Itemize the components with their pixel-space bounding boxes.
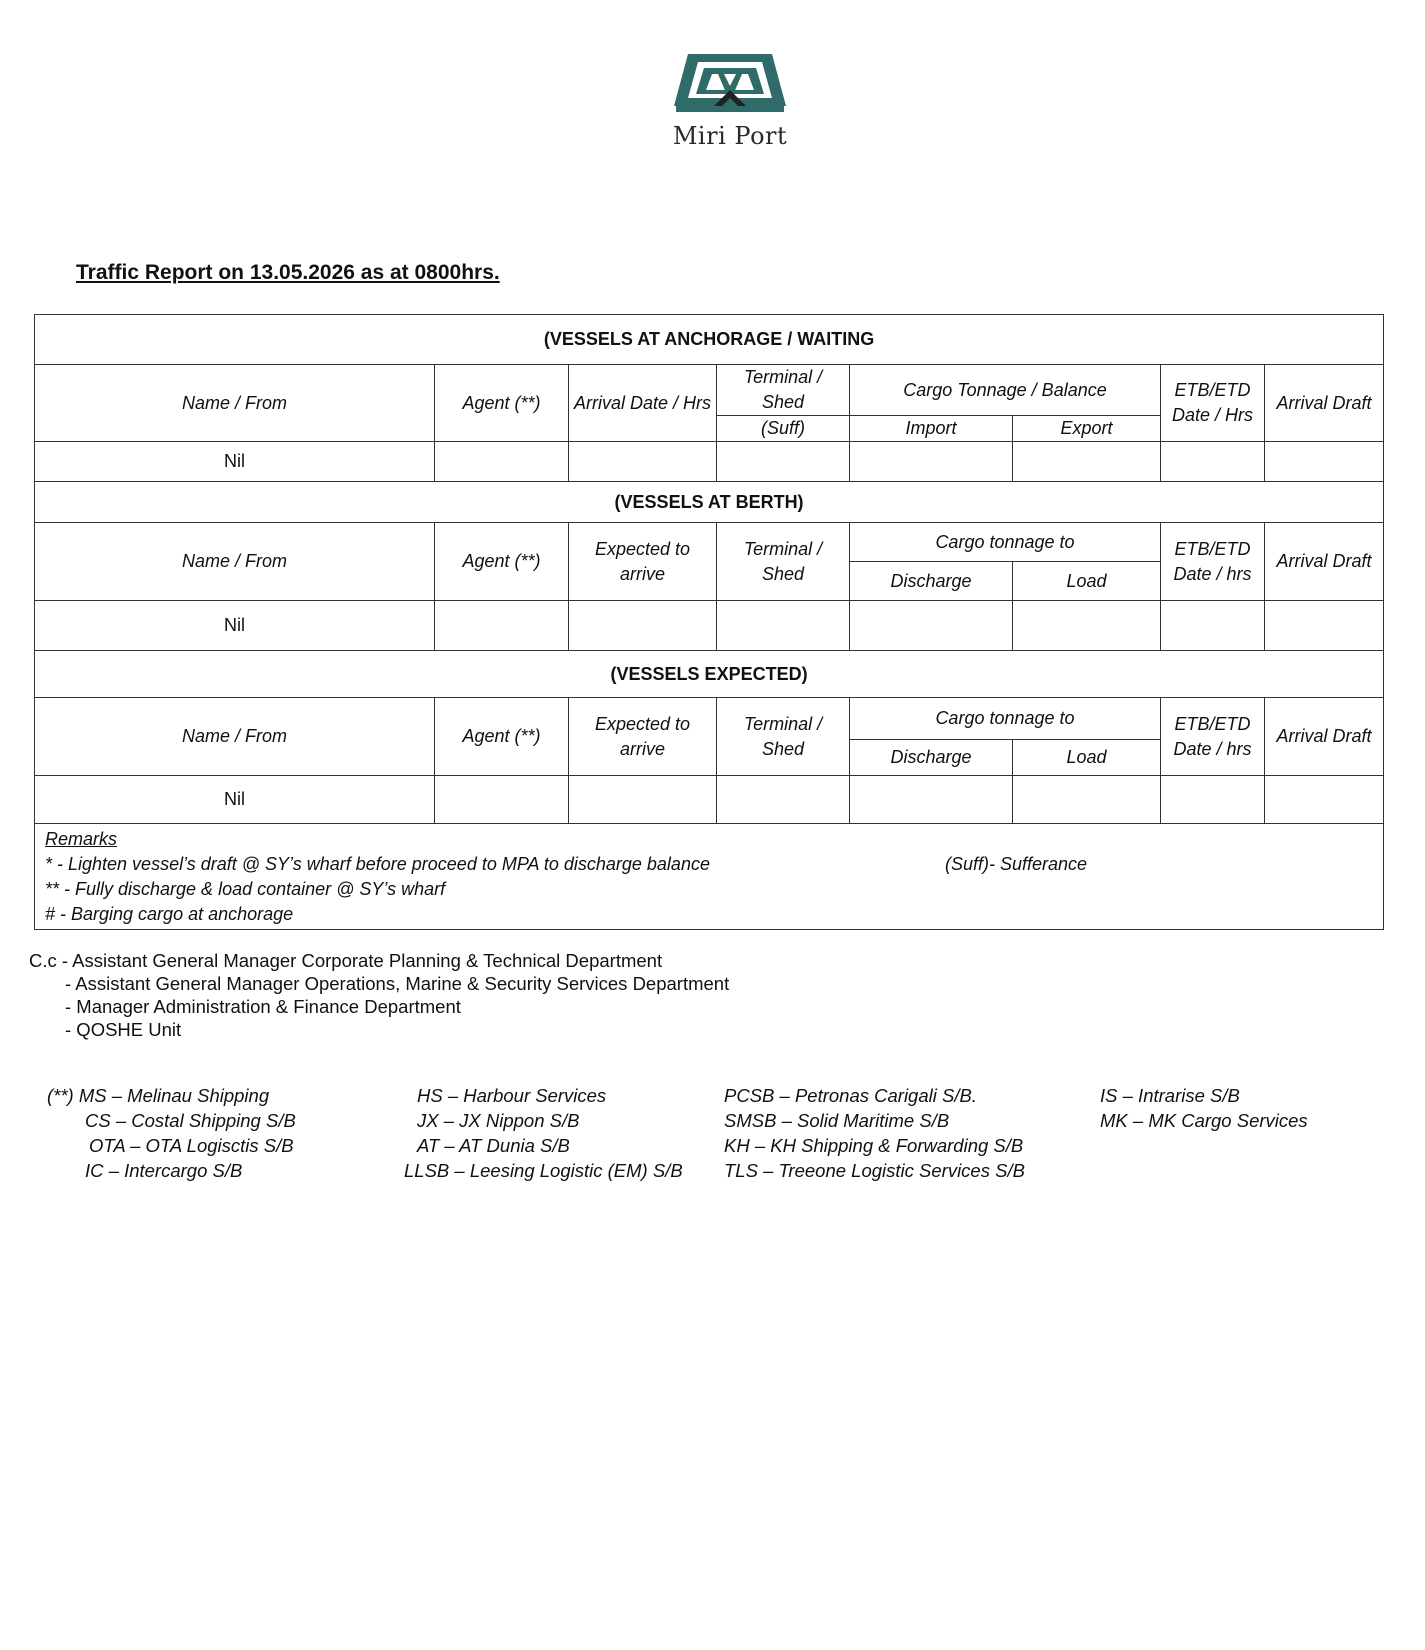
header-cargo-tonnage-to: Cargo tonnage to — [850, 523, 1161, 562]
suff-note: (Suff)- Sufferance — [945, 854, 1088, 874]
agent-entry: CS – Costal Shipping S/B — [85, 1110, 296, 1131]
header-discharge: Discharge — [850, 562, 1013, 601]
header-load: Load — [1013, 740, 1161, 776]
header-discharge: Discharge — [850, 740, 1013, 776]
cc-line: - QOSHE Unit — [65, 1019, 182, 1040]
agent-entry: MK – MK Cargo Services — [1100, 1110, 1308, 1131]
remark-line-1: * - Lighten vessel’s draft @ SY’s wharf before proceed to MPA to discharge balance — [45, 854, 710, 874]
remark-line-2: ** - Fully discharge & load container @ SY’s wharf — [45, 879, 446, 899]
agent-entry: OTA – OTA Logisctis S/B — [89, 1135, 294, 1156]
expected-nil: Nil — [35, 776, 435, 824]
miri-port-logo — [660, 50, 800, 150]
berth-nil: Nil — [35, 601, 435, 651]
header-arrival-draft: Arrival Draft — [1265, 365, 1384, 442]
expected-section-heading: (VESSELS EXPECTED) — [35, 651, 1384, 698]
agent-entry: IC – Intercargo S/B — [85, 1160, 243, 1181]
berth-section-heading: (VESSELS AT BERTH) — [35, 482, 1384, 523]
cc-line: - Manager Administration & Finance Department — [65, 996, 461, 1017]
header-etb-etd: ETB/ETD Date / hrs — [1161, 698, 1265, 776]
agent-legend-col-2 — [404, 1083, 683, 1183]
agent-entry: LLSB – Leesing Logistic (EM) S/B — [404, 1160, 683, 1181]
header-cargo-tonnage-balance: Cargo Tonnage / Balance — [850, 365, 1161, 416]
header-cargo-tonnage-to: Cargo tonnage to — [850, 698, 1161, 740]
table-row — [35, 442, 1384, 482]
header-arrival-date: Arrival Date / Hrs — [569, 365, 717, 442]
table-row — [35, 776, 1384, 824]
remark-line-3: # - Barging cargo at anchorage — [45, 904, 294, 924]
cc-line: - Assistant General Manager Operations, Marine & Security Services Department — [65, 973, 730, 994]
remarks-title: Remarks — [45, 829, 118, 849]
cc-line: C.c - Assistant General Manager Corporate Planning & Technical Department — [29, 950, 663, 971]
page-title: Traffic Report on 13.05.2026 as at 0800hrs. — [76, 261, 500, 284]
agent-entry: JX – JX Nippon S/B — [417, 1110, 580, 1131]
header-terminal-shed: Terminal / Shed — [717, 698, 850, 776]
header-export: Export — [1013, 416, 1161, 442]
header-suff: (Suff) — [717, 416, 850, 442]
header-agent: Agent (**) — [435, 698, 569, 776]
traffic-report-table — [34, 314, 1384, 930]
header-name-from: Name / From — [35, 698, 435, 776]
agent-entry: PCSB – Petronas Carigali S/B. — [724, 1085, 977, 1106]
anchorage-nil: Nil — [35, 442, 435, 482]
header-name-from: Name / From — [35, 523, 435, 601]
header-etb-etd: ETB/ETD Date / hrs — [1161, 523, 1265, 601]
header-agent: Agent (**) — [435, 365, 569, 442]
agent-legend-col-4 — [1100, 1083, 1308, 1133]
miri-port-emblem-icon — [674, 50, 786, 120]
cc-list — [29, 949, 729, 1041]
header-agent: Agent (**) — [435, 523, 569, 601]
agent-entry: HS – Harbour Services — [417, 1085, 607, 1106]
header-expected-to-arrive: Expected to arrive — [569, 698, 717, 776]
header-import: Import — [850, 416, 1013, 442]
agent-legend-col-1 — [47, 1083, 296, 1183]
agent-entry: TLS – Treeone Logistic Services S/B — [724, 1160, 1025, 1181]
header-terminal-shed: Terminal / Shed — [717, 523, 850, 601]
table-row — [35, 601, 1384, 651]
agent-entry: (**) MS – Melinau Shipping — [47, 1085, 270, 1106]
logo-text: Miri Port — [672, 122, 788, 150]
header-load: Load — [1013, 562, 1161, 601]
remarks-cell — [35, 824, 1384, 930]
agent-entry: KH – KH Shipping & Forwarding S/B — [724, 1135, 1024, 1156]
header-name-from: Name / From — [35, 365, 435, 442]
header-expected-to-arrive: Expected to arrive — [569, 523, 717, 601]
anchorage-section-heading: (VESSELS AT ANCHORAGE / WAITING — [35, 315, 1384, 365]
header-arrival-draft: Arrival Draft — [1265, 523, 1384, 601]
agent-entry: SMSB – Solid Maritime S/B — [724, 1110, 950, 1131]
agent-entry: IS – Intrarise S/B — [1100, 1085, 1240, 1106]
header-arrival-draft: Arrival Draft — [1265, 698, 1384, 776]
header-etb-etd: ETB/ETD Date / Hrs — [1161, 365, 1265, 442]
agent-legend-col-3 — [724, 1083, 1025, 1183]
header-terminal-shed: Terminal / Shed — [717, 365, 850, 416]
agent-entry: AT – AT Dunia S/B — [417, 1135, 570, 1156]
